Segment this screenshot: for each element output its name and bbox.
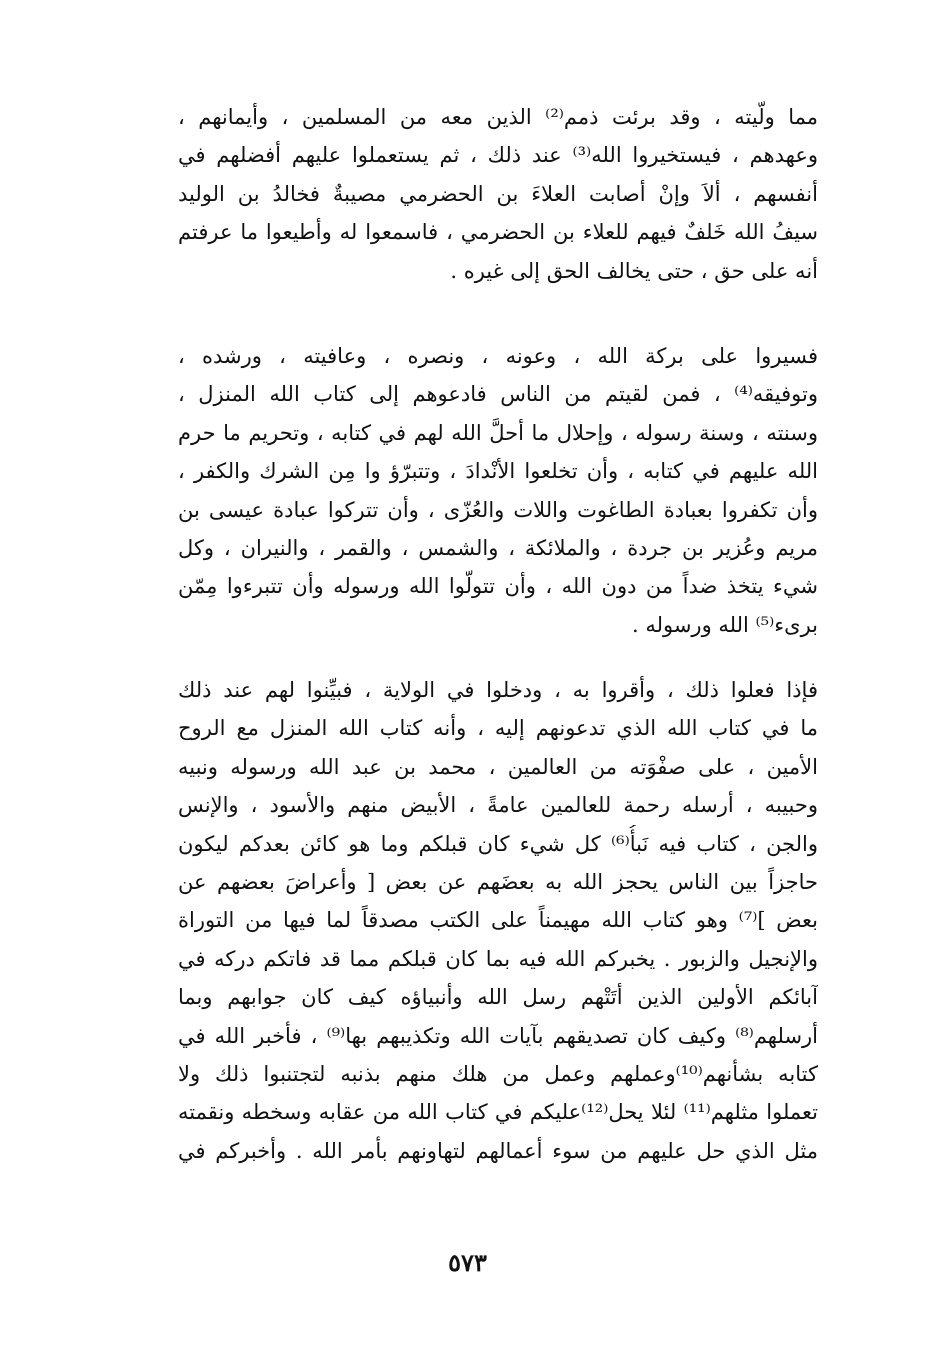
text-line: وتوفيقه⁽⁴⁾ ، فمن لقيتم من الناس فادعوهم إلى كتاب الله المنزل ، — [178, 382, 818, 407]
text-line: سيفُ الله خَلفٌ فيهم للعلاء بن الحضرمي ، فاسمعوا له وأطيعوا ما عرفتم — [178, 220, 818, 245]
page-number: ٥٧٣ — [448, 1248, 487, 1277]
text-line: وعهدهم ، فيستخيروا الله⁽³⁾ عند ذلك ، ثم يستعملوا عليهم أفضلهم في — [178, 143, 818, 168]
text-line: بعض ]⁽⁷⁾ وهو كتاب الله مهيمناً على الكتب مصدقاً لما فيها من التوراة — [178, 908, 818, 933]
text-line: فإذا فعلوا ذلك ، وأقروا به ، ودخلوا في الولاية ، فبيِّنوا لهم عند ذلك — [178, 678, 818, 702]
text-line: أنه على حق ، حتى يخالف الحق إلى غيره . — [450, 258, 818, 283]
text-line: برىء⁽⁵⁾ الله ورسوله . — [631, 612, 818, 637]
text-line: أرسلهم⁽⁸⁾ وكيف كان تصديقهم بآيات الله وتكذيبهم بها⁽⁹⁾ ، فأخبر الله في — [178, 1023, 818, 1048]
text-line: والإنجيل والزبور . يخبركم الله فيه بما كان قبلكم مما قد فاتكم دركه في — [178, 946, 818, 971]
text-line: فسيروا على بركة الله ، وعونه ، ونصره ، وعافيته ، ورشده ، — [178, 344, 818, 368]
text-line: حاجزاً بين الناس يحجز الله به بعضَهم عن بعض [ وأعراضَ بعضهم عن — [178, 870, 818, 895]
text-line: مما ولّيته ، وقد برئت ذمم⁽²⁾ الذين معه من المسلمين ، وأيمانهم ، — [178, 105, 818, 129]
text-line: آبائكم الأولين الذين أتَتْهم رسل الله وأنبياؤه كيف كان جوابهم وبما — [178, 985, 818, 1010]
text-line: مثل الذي حل عليهم من سوء أعمالهم لتهاونهم بأمر الله . وأخبركم في — [178, 1138, 818, 1163]
text-line: تعملوا مثلهم⁽¹¹⁾ لئلا يحل⁽¹²⁾عليكم في كتاب الله من عقابه وسخطه ونقمته — [178, 1100, 818, 1125]
text-line: وأن تكفروا بعبادة الطاغوت واللات والعُزّى ، وأن تتركوا عبادة عيسى بن — [178, 497, 818, 522]
text-line: شيء يتخذ ضداً من دون الله ، وأن تتولّوا الله ورسوله وأن تتبرءوا مِمّن — [178, 574, 818, 599]
paragraph-3 — [178, 671, 818, 1170]
paragraph-2 — [178, 337, 818, 644]
text-line: كتابه بشأنهم⁽¹⁰⁾وعملهم وعمل من هلك منهم بذنبه لتجتنبوا ذلك ولا — [178, 1062, 818, 1087]
text-line: الأمين ، على صفْوَته من العالمين ، محمد بن عبد الله ورسوله ونبيه — [178, 754, 818, 779]
text-line: الله عليهم في كتابه ، وأن تخلعوا الأنْدادَ ، وتتبرّؤ وا مِن الشرك والكفر ، — [178, 459, 818, 484]
text-line: والجن ، كتاب فيه نَبأُ⁽⁶⁾ كل شيء كان قبلكم وما هو كائن بعدكم ليكون — [178, 831, 818, 856]
text-line: مريم وعُزير بن جردة ، والملائكة ، والشمس ، والقمر ، والنيران ، وكل — [178, 536, 818, 561]
text-line: وسنته ، وسنة رسوله ، وإحلال ما أحلَّ الله لهم في كتابه ، وتحريم ما حرم — [178, 420, 818, 445]
text-line: وحبيبه ، أرسله رحمة للعالمين عامةً ، الأبيض منهم والأسود ، والإنس — [178, 793, 818, 818]
text-line: أنفسهم ، ألاَ وإنْ أصابت العلاءَ بن الحضرمي مصيبةٌ فخالدُ بن الوليد — [178, 181, 818, 206]
paragraph-1 — [178, 98, 818, 290]
text-line: ما في كتاب الله الذي تدعونهم إليه ، وأنه كتاب الله المنزل مع الروح — [178, 716, 818, 741]
